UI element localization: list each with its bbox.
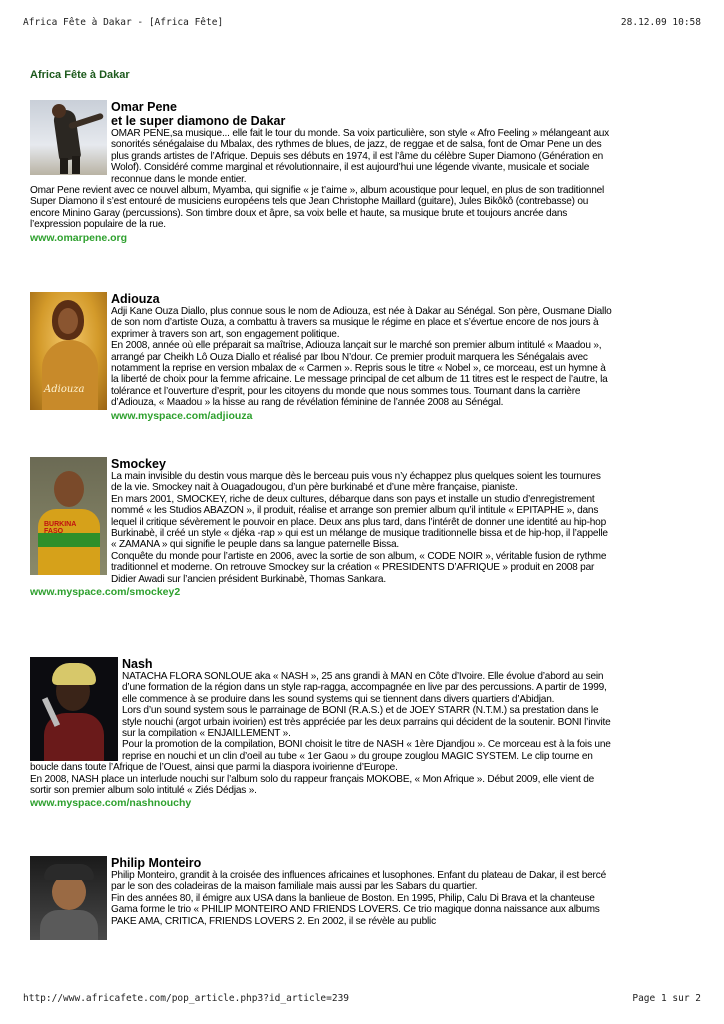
article-philip-monteiro [30,856,614,940]
article-title: Nash [122,657,153,671]
article-title: Philip Monteiro [111,856,202,870]
article-nash [30,657,614,809]
artist-photo-adiouza: Adiouza [30,292,107,410]
article-title: Omar Pene et le super diamono de Dakar [111,100,286,128]
print-header-datetime: 28.12.09 10:58 [620,17,701,28]
article-smockey [30,457,614,598]
print-footer [23,993,701,1004]
article-adiouza [30,292,614,422]
article-body: La main invisible du destin vous marque dès le berceau puis vous n’y échappez plus quelques soient les tournures de la vie. Smockey nait à Ouagadougou, d’un père burkinabé et d’une mère française, pianiste. En mars 2001, SMOCKEY, riche de deux cultures, débarque dans son pays et installe un studio d’enregistrement nommé « les Studios ABAZON », il produit, réalise et arrange son premier album qu’il intitule « EPITAPHE », dans lequel il critique sévèrement le pouvoir en place. Deux ans plus tard, dans l’intérêt de donner une identité au hip-hop Burkinabè, il créé un style « djéka -rap » qui est un mélange de musique traditionnelle bissa et de hip-hop, il l’appelle « ZAMANA » qui signifie le peuple dans sa langue paternelle Bissa. Conquête du monde pour l’artiste en 2006, avec la sortie de son album, « CODE NOIR », véritable fusion de rythme traditionnel et moderne. On retrouve Smockey sur la création « PRESIDENTS D’AFRIQUE » produit en 2008 par Didier Awadi sur l’ancien président Burkinabè, Thomas Sankara. [111,471,608,585]
article-body: NATACHA FLORA SONLOUE aka « NASH », 25 ans grandi à MAN en Côte d’Ivoire. Elle évolue d’abord au sein d’une formation de la région dans un style rap-ragga, accompagnée en live par des percussions. A partir de 1999, elle commence à se produire dans les sound systems qui se tiennent dans divers quartiers d’Abidjan. Lors d’un sound system sous le parrainage de BONI (R.A.S.) et de JOEY STARR (N.T.M.) sa prestation dans le style nouchi (argot urbain ivoirien) est très appréciée par les deux parrains qui décident de la soutenir. BONI l’invite sur la compilation « ENJAILLEMENT ». Pour la promotion de la compilation, BONI choisit le titre de NASH « 1ère Djandjou ». Ce morceau est à la fois une reprise en nouchi et un clin d’oeil au tube « 1er Gaou » du groupe zouglou MAGIC SYSTEM. Le clip tourne en boucle dans toute l’Afrique de l’Ouest, ainsi que parmi la diaspora ivoirienne d’Europe. En 2008, NASH place un interlude nouchi sur l’album solo du rappeur français MOKOBE, « Mon Afrique ». Début 2009, elle vient de sortir son premier album solo intitulé « Ziés Dédjas ». [30,671,611,797]
print-footer-page-number: Page 1 sur 2 [632,993,701,1004]
article-title: Adiouza [111,292,160,306]
article-body: Adji Kane Ouza Diallo, plus connue sous le nom de Adiouza, est née à Dakar au Sénégal. Son père, Ousmane Diallo de son nom d’artiste Ouza, a combattu à travers sa musique le régime en place et s’évertue encore de nos jours à exprimer à travers son art, son engagement politique. En 2008, année où elle préparait sa maîtrise, Adiouza lançait sur le marché son premier album intitulé « Maadou », arrangé par Cheikh Lô Ouza Diallo et réalisé par Ibou N’dour. Ce premier produit marquera les Sénégalais avec notamment la reprise en version mbalax de « Carmen ». Repris sous le titre « Nobel », ce morceau, est un hymne à la liberté de choix pour la femme africaine. Le message principal de cet album de 11 titres est le respect de l’autre, la tolérance et l’ouverture d’esprit, pour les citoyens du monde que nous sommes tous. Tournant dans la carrière d’Adiouza, « Maadou » la hisse au rang de révélation féminine de l’année 2008 au Sénégal. [111,306,612,409]
article-omar-pene [30,100,614,244]
artist-website-link[interactable]: www.myspace.com/adjiouza [111,409,253,422]
print-header [23,17,701,28]
article-body: OMAR PENE,sa musique... elle fait le tour du monde. Sa voix particulière, son style « Afro Feeling » mélangeant aux sonorités sénégalaise du Mbalax, des rythmes de blues, de jazz, de reggae et de salsa, font de Omar Pene un des plus grands artistes de l’Afrique. Depuis ses débuts en 1974, il est l’âme du célèbre Super Diamono (Génération en Wolof). Considéré comme marginal et révolutionnaire, il est aujourd’hui une légende vivante, musicale et sociale reconnue dans le monde entier. Omar Pene revient avec ce nouvel album, Myamba, qui signifie « je t’aime », album acoustique pour lequel, en plus de son traditionnel Super Diamono il s’est entouré de musiciens européens tels que Jean Christophe Maillard (guitare), Jules Bikôkô (contrebasse) ou encore Minino Garay (percussions). Son timbre doux et âpre, sa voix belle et haute, sa musique brute et toujours ancrée dans l’expression populaire de la rue. [30,128,609,231]
artist-photo-smockey: BURKINA FASO [30,457,107,575]
artist-website-link[interactable]: www.myspace.com/nashnouchy [30,797,192,810]
artist-photo-nash [30,657,118,761]
artist-website-link[interactable]: www.myspace.com/smockey2 [30,586,181,599]
artist-photo-philip-monteiro [30,856,107,940]
print-header-title: Africa Fête à Dakar - [Africa Fête] [23,17,224,28]
article-title: Smockey [111,457,166,471]
artist-website-link[interactable]: www.omarpene.org [30,231,128,244]
artist-photo-omar-pene [30,100,107,175]
article-body: Philip Monteiro, grandit à la croisée des influences africaines et lusophones. Enfant du plateau de Dakar, il est bercé par le son des coladeiras de la maison familiale mais aussi par les Sabars du quartier. Fin des années 80, il émigre aux USA dans la banlieue de Boston. En 1995, Philip, Calu Di Brava et la chanteuse Gama forme le trio « PHILIP MONTEIRO AND FRIENDS LOVERS. Ce trio magique donna naissance aux albums PAKE AMA, CRITICA, FRIENDS LOVERS 2. En 2002, il se révèle au public [111,870,606,927]
print-footer-url: http://www.africafete.com/pop_article.php3?id_article=239 [23,993,350,1004]
page-content [30,40,614,940]
page-title: Africa Fête à Dakar [30,69,130,81]
